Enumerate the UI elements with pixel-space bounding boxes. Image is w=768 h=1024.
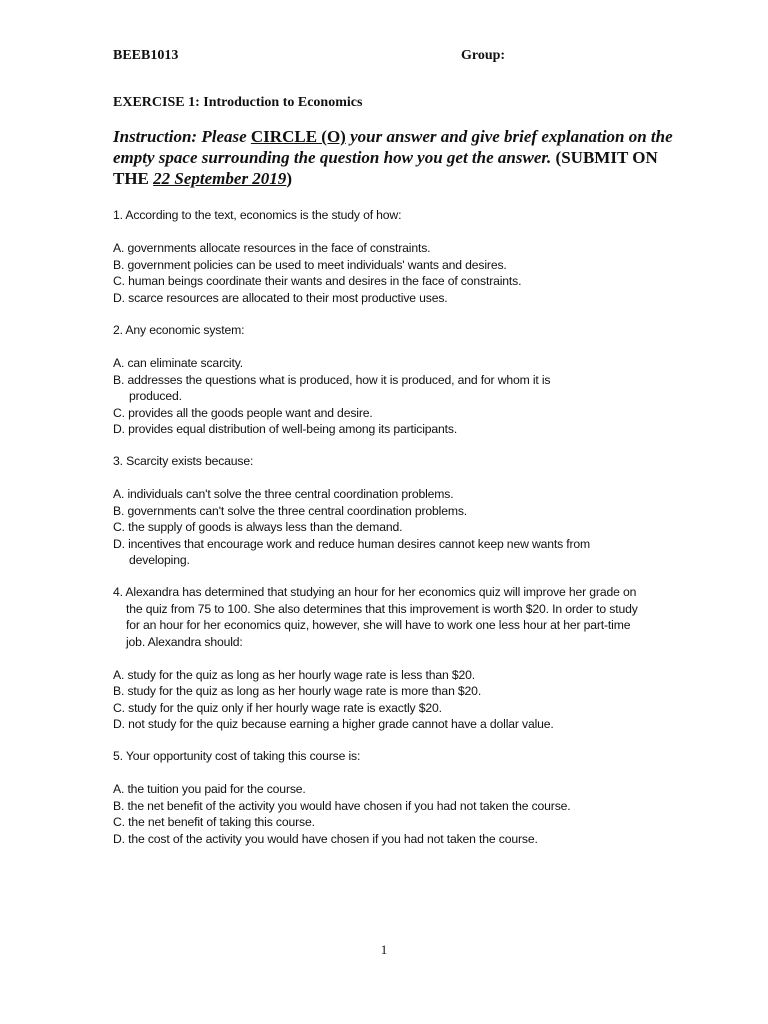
question-stem: 1. According to the text, economics is the study of how: xyxy=(113,208,402,222)
question-stem: 3. Scarcity exists because: xyxy=(113,454,254,468)
option-a: A. individuals can't solve the three central coordination problems. xyxy=(113,487,454,501)
instruction-block xyxy=(113,126,673,189)
question-stem: 2. Any economic system: xyxy=(113,323,245,337)
page-number: 1 xyxy=(380,942,388,957)
option-d: D. not study for the quiz because earning a higher grade cannot have a dollar value. xyxy=(113,717,554,731)
option-b: B. governments can't solve the three central coordination problems. xyxy=(113,503,468,518)
option-b: B. addresses the questions what is produced, how it is produced, and for whom it is produced. xyxy=(113,372,551,403)
option-c: C. the net benefit of taking this course. xyxy=(113,815,315,829)
option-a: A. governments allocate resources in the face of constraints. xyxy=(113,241,431,255)
option-d: D. the cost of the activity you would have chosen if you had not taken the course. xyxy=(113,831,538,846)
option-a: A. study for the quiz as long as her hourly wage rate is less than $20. xyxy=(113,667,475,682)
option-c: C. the supply of goods is always less than the demand. xyxy=(113,520,403,534)
instruction-submit-close: ) xyxy=(286,169,292,188)
question-stem: 4. Alexandra has determined that studying an hour for her economics quiz will improve her grade on the quiz from 75 to 100. She also determines that this improvement is worth $20. In order to study for an hour for her economics quiz, however, she will have to work one less hour at her part-time job. Alexandra should: xyxy=(113,585,638,649)
question-stem: 5. Your opportunity cost of taking this course is: xyxy=(113,749,361,763)
option-c: C. human beings coordinate their wants and desires in the face of constraints. xyxy=(113,274,522,288)
question-2 xyxy=(113,322,653,438)
instruction-text-1: Instruction: Please xyxy=(113,127,251,146)
option-a: A. can eliminate scarcity. xyxy=(113,356,243,370)
instruction-text-2: your answer and give brief explanation on the empty space surrounding the question how you get the answer. xyxy=(113,127,673,167)
option-b: B. the net benefit of the activity you would have chosen if you had not taken the course. xyxy=(113,798,571,813)
question-1 xyxy=(113,207,653,306)
option-a: A. the tuition you paid for the course. xyxy=(113,782,306,796)
course-code: BEEB1013 xyxy=(113,48,179,63)
question-3 xyxy=(113,453,653,569)
option-d: D. scarce resources are allocated to their most productive uses. xyxy=(113,290,448,305)
instruction-circle: CIRCLE (O) xyxy=(250,127,346,146)
instruction-date: 22 September 2019 xyxy=(153,169,287,188)
option-d: D. provides equal distribution of well-being among its participants. xyxy=(113,422,458,436)
question-4 xyxy=(113,584,653,733)
question-5 xyxy=(113,748,653,847)
option-c: C. provides all the goods people want and desire. xyxy=(113,405,373,420)
exercise-title: EXERCISE 1: Introduction to Economics xyxy=(113,95,363,110)
instruction-submit-open: (SUBMIT ON THE xyxy=(113,148,658,188)
group-label: Group: xyxy=(461,48,506,63)
option-d: D. incentives that encourage work and reduce human desires cannot keep new wants from developing. xyxy=(113,536,591,567)
option-c: C. study for the quiz only if her hourly wage rate is exactly $20. xyxy=(113,700,442,715)
option-b: B. government policies can be used to meet individuals' wants and desires. xyxy=(113,257,507,272)
option-b: B. study for the quiz as long as her hourly wage rate is more than $20. xyxy=(113,684,482,698)
